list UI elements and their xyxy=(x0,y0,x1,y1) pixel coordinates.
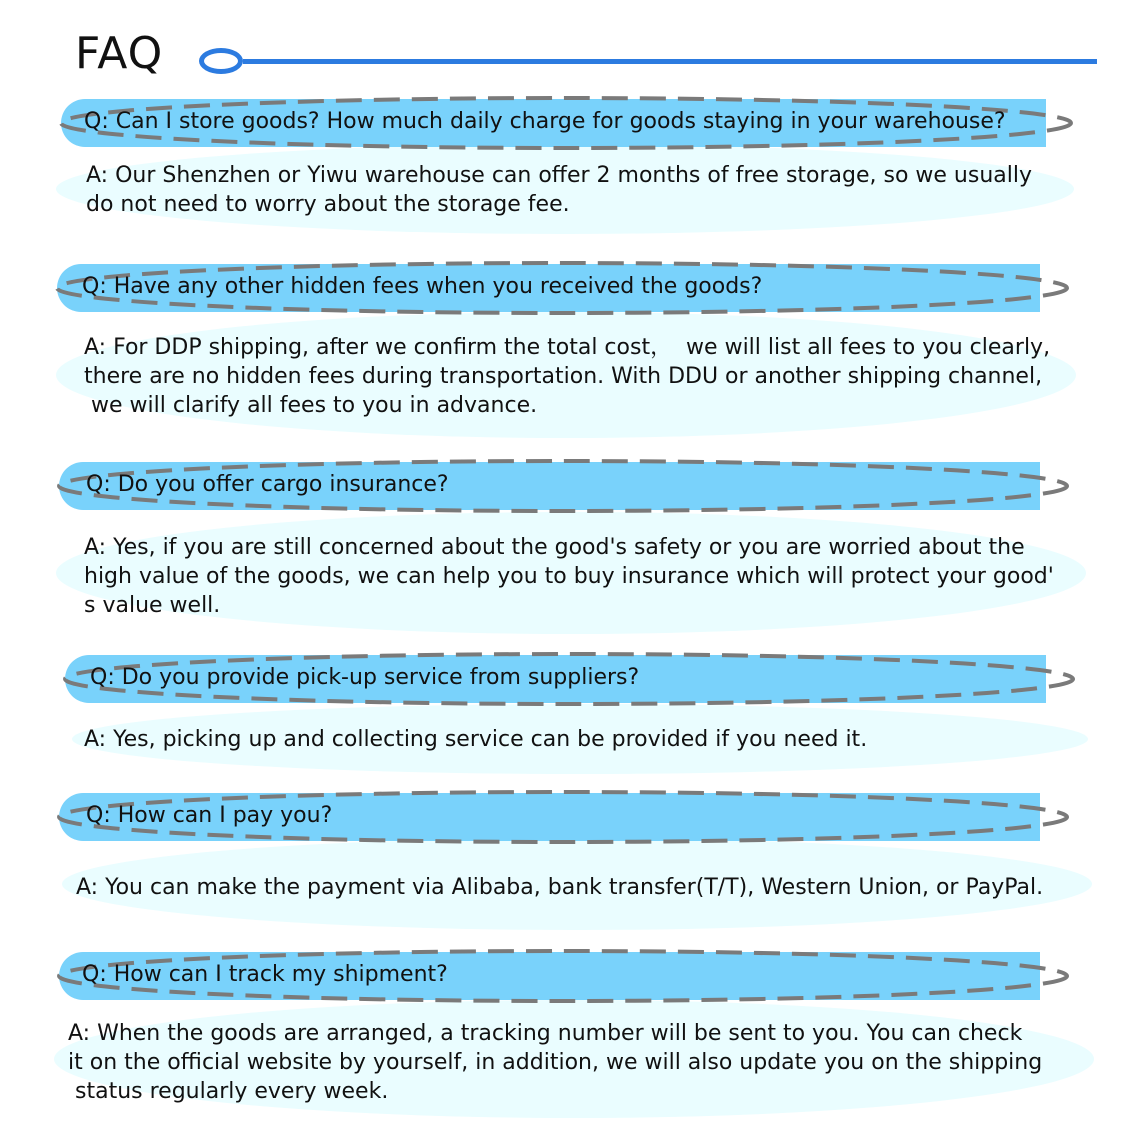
answer-2-text: A: For DDP shipping, after we confirm the total cost， we will list all fees to you clearly, there are no hidden fees during transportation. With DDU or another shipping channel, we will clarify all fees to you in advance. xyxy=(84,335,1051,418)
question-6-pill xyxy=(56,949,1072,1003)
heading-ring-decoration xyxy=(199,48,243,74)
question-5-pill xyxy=(56,790,1072,844)
answer-5-text: A: You can make the payment via Alibaba, bank transfer(T/T), Western Union, or PayPal. xyxy=(76,875,1044,900)
answer-6-text: A: When the goods are arranged, a tracking number will be sent to you. You can check it on the official website by yourself, in addition, we will also update you on the shipping status regularly every week. xyxy=(68,1021,1043,1104)
question-1-pill xyxy=(58,96,1076,150)
faq-heading: FAQ xyxy=(75,28,164,79)
question-2-text: Q: Have any other hidden fees when you received the goods? xyxy=(82,274,763,299)
question-2-pill xyxy=(54,261,1072,315)
answer-1-text: A: Our Shenzhen or Yiwu warehouse can offer 2 months of free storage, so we usually do not need to worry about the storage fee. xyxy=(86,163,1033,217)
question-3-pill xyxy=(56,459,1072,513)
question-6-text: Q: How can I track my shipment? xyxy=(82,962,448,987)
question-1-text: Q: Can I store goods? How much daily charge for goods staying in your warehouse? xyxy=(84,109,1006,134)
question-4-text: Q: Do you provide pick-up service from suppliers? xyxy=(90,665,640,690)
answer-3-text: A: Yes, if you are still concerned about the good's safety or you are worried about the high value of the goods, we can help you to buy insurance which will protect your good' s value well. xyxy=(84,535,1054,618)
answer-4-text: A: Yes, picking up and collecting service can be provided if you need it. xyxy=(84,727,868,752)
question-4-pill xyxy=(62,652,1078,706)
question-5-text: Q: How can I pay you? xyxy=(86,803,333,828)
question-3-text: Q: Do you offer cargo insurance? xyxy=(86,472,449,497)
heading-line-decoration xyxy=(243,59,1097,64)
